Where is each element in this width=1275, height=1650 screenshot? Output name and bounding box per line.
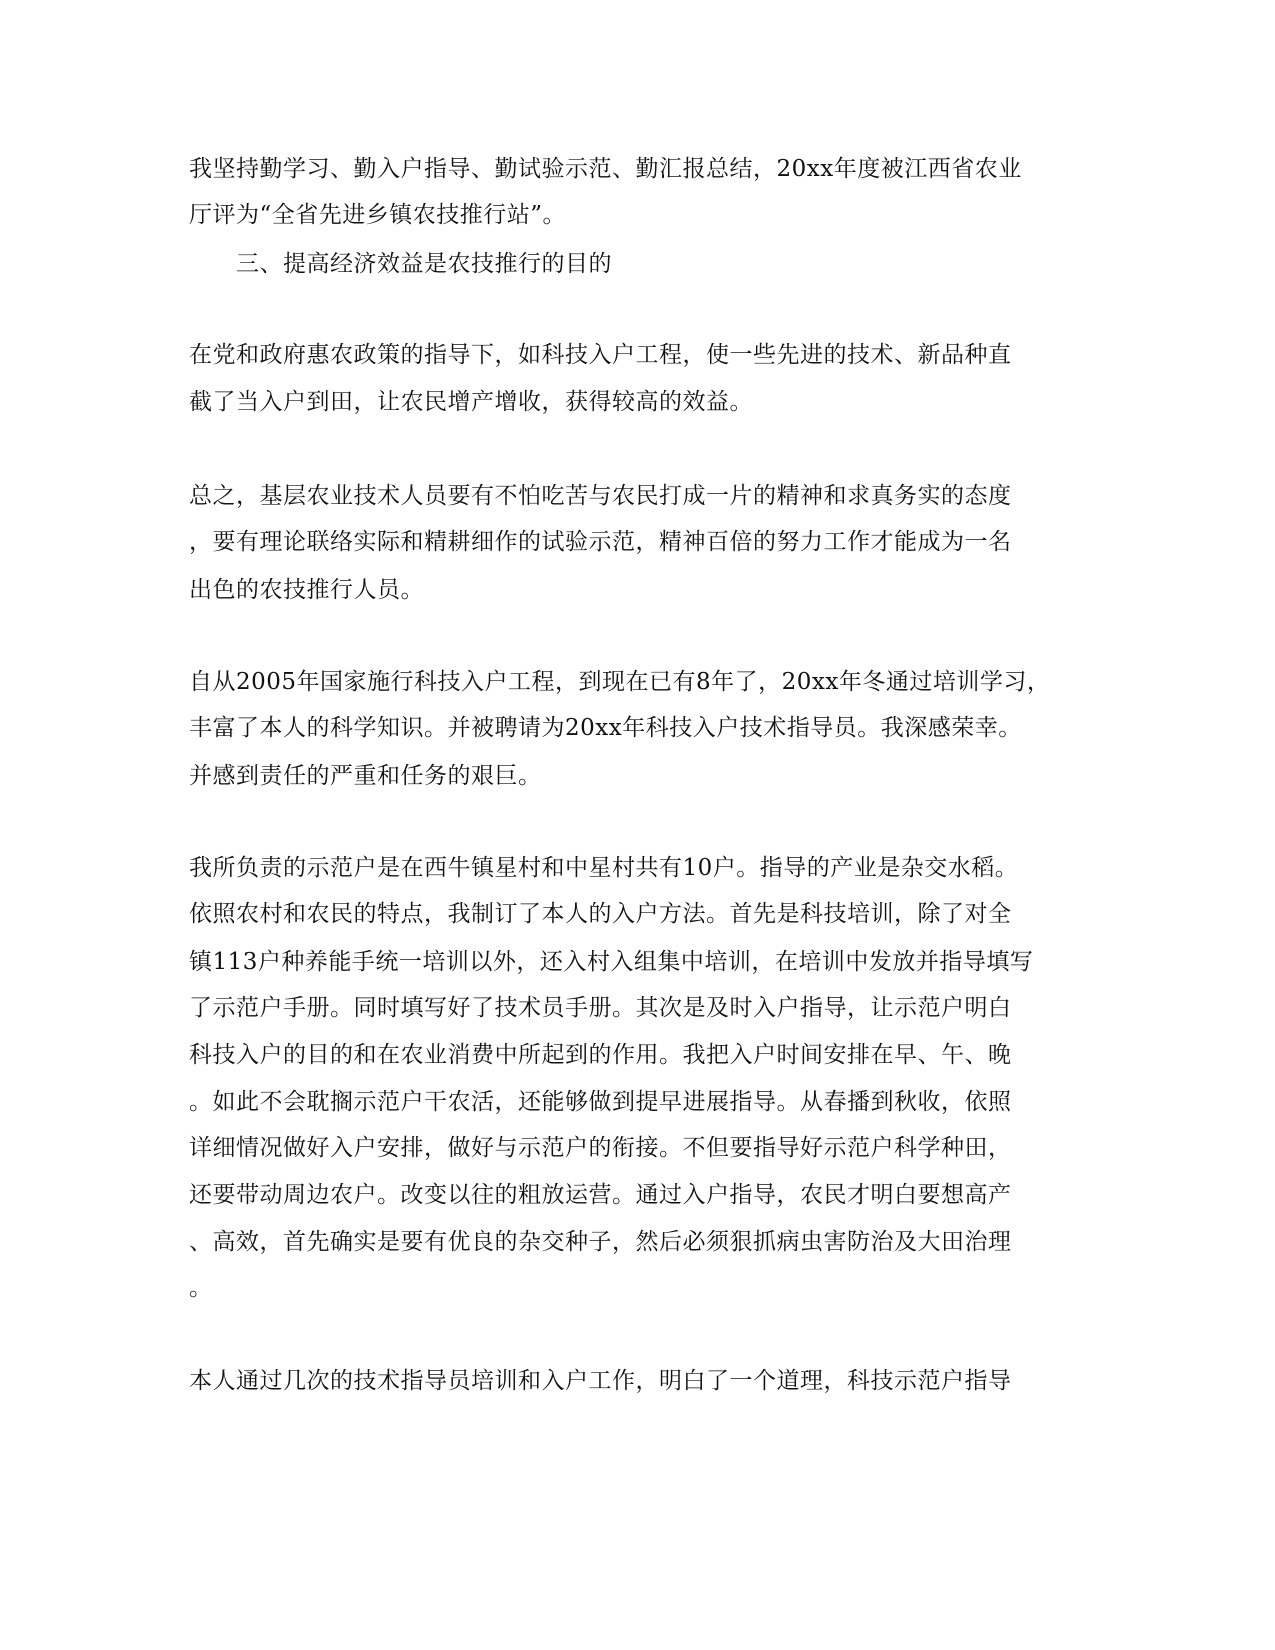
text-line: 了示范户手册。同时填写好了技术员手册。其次是及时入户指导，让示范户明白 xyxy=(189,995,1012,1021)
section-heading: 三、提高经济效益是农技推行的目的 xyxy=(236,251,612,277)
text-line: 我所负责的示范户是在西牛镇星村和中星村共有10户。指导的产业是杂交水稻。 xyxy=(189,855,1019,881)
text-line: 本人通过几次的技术指导员培训和入户工作，明白了一个道理，科技示范户指导 xyxy=(189,1368,1012,1394)
text-line: 截了当入户到田，让农民增产增收，获得较高的效益。 xyxy=(189,389,753,415)
text-line: 详细情况做好入户安排，做好与示范户的衔接。不但要指导好示范户科学种田， xyxy=(189,1135,1012,1161)
text-line: 我坚持勤学习、勤入户指导、勤试验示范、勤汇报总结，20xx年度被江西省农业 xyxy=(189,156,1022,182)
text-line: 镇113户种养能手统一培训以外，还入村入组集中培训，在培训中发放并指导填写 xyxy=(189,949,1034,975)
text-line: 。 xyxy=(189,1275,213,1301)
text-line: 出色的农技推行人员。 xyxy=(189,577,424,603)
text-line: 还要带动周边农户。改变以往的粗放运营。通过入户指导，农民才明白要想高产 xyxy=(189,1182,1012,1208)
text-line: 在党和政府惠农政策的指导下，如科技入户工程，使一些先进的技术、新品种直 xyxy=(189,342,1012,368)
text-line: 、高效，首先确实是要有优良的杂交种子，然后必须狠抓病虫害防治及大田治理 xyxy=(189,1229,1012,1255)
text-line: 并感到责任的严重和任务的艰巨。 xyxy=(189,763,542,789)
text-line: 厅评为“全省先进乡镇农技推行站”。 xyxy=(189,202,567,228)
text-line: 自从2005年国家施行科技入户工程，到现在已有8年了，20xx年冬通过培训学习， xyxy=(189,669,1051,695)
text-line: 丰富了本人的科学知识。并被聘请为20xx年科技入户技术指导员。我深感荣幸。 xyxy=(189,715,1022,741)
text-line: ，要有理论联络实际和精耕细作的试验示范，精神百倍的努力工作才能成为一名 xyxy=(189,529,1012,555)
text-line: 总之，基层农业技术人员要有不怕吃苦与农民打成一片的精神和求真务实的态度 xyxy=(189,483,1012,509)
text-line: 科技入户的目的和在农业消费中所起到的作用。我把入户时间安排在早、午、晚 xyxy=(189,1042,1012,1068)
text-line: 依照农村和农民的特点，我制订了本人的入户方法。首先是科技培训，除了对全 xyxy=(189,901,1012,927)
text-line: 。如此不会耽搁示范户干农活，还能够做到提早进展指导。从春播到秋收，依照 xyxy=(189,1089,1012,1115)
